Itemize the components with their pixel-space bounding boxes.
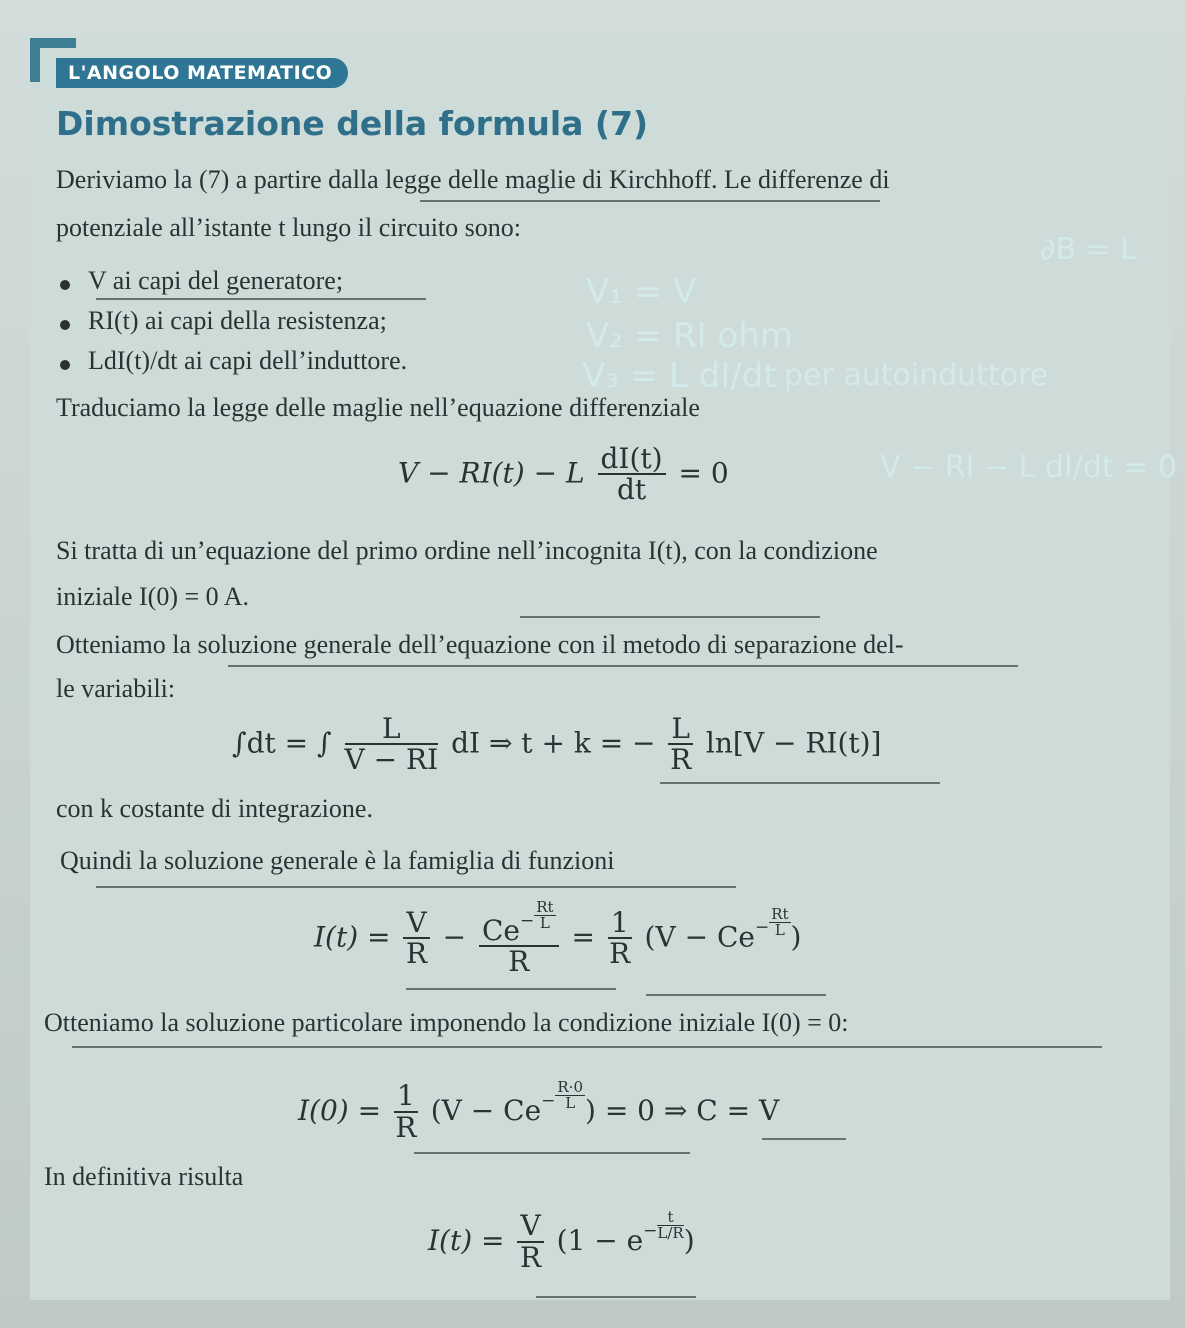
- bullet-resistance: RI(t) ai capi della resistenza;: [88, 306, 387, 335]
- paragraph-order-line-2: iniziale I(0) = 0 A.: [56, 582, 249, 611]
- pencil-underline: [414, 1152, 690, 1154]
- handwritten-note-1: ∂B = L: [1040, 232, 1138, 267]
- paragraph-general-line-2: le variabili:: [56, 674, 176, 703]
- pencil-underline: [420, 200, 880, 202]
- equation-final: I(t) = $\frac{V}{R}$ (1 − e− $\frac{t}{L/R}$ ): [428, 1208, 695, 1274]
- pencil-underline: [96, 886, 736, 888]
- pencil-underline: [536, 1296, 696, 1298]
- bullet-dot: [60, 360, 70, 370]
- paragraph-translate: Traduciamo la legge delle maglie nell’equazione differenziale: [56, 393, 700, 422]
- handwritten-note-4: V₃ = L dI/dt: [582, 356, 777, 396]
- bullet-generator: V ai capi del generatore;: [88, 266, 344, 295]
- pencil-underline: [228, 665, 1018, 667]
- paragraph-general-line-1: Otteniamo la soluzione generale dell’equazione con il metodo di separazione del-: [56, 630, 904, 659]
- handwritten-note-5: per autoinduttore: [784, 358, 1049, 393]
- pencil-underline: [520, 616, 820, 618]
- bullet-inductor: LdI(t)/dt ai capi dell’induttore.: [88, 346, 408, 375]
- pencil-underline: [646, 994, 826, 996]
- handwritten-note-3: V₂ = RI ohm: [586, 316, 793, 356]
- paragraph-particular: Otteniamo la soluzione particolare imponendo la condizione iniziale I(0) = 0:: [44, 1008, 849, 1037]
- paragraph-order-line-1: Si tratta di un’equazione del primo ordine nell’incognita I(t), con la condizione: [56, 536, 878, 565]
- equation-separation: ∫dt = ∫ $\frac{L}{V - RI}$ dI ⇒ t + k = − $\frac{L}{R}$ ln[V − RI(t)]: [232, 712, 882, 777]
- pencil-underline: [72, 1046, 1102, 1048]
- corner-accent-vertical: [30, 38, 40, 82]
- intro-line-1: Deriviamo la (7) a partire dalla legge delle maglie di Kirchhoff. Le differenze di: [56, 165, 890, 194]
- equation-differential: V − RI(t) − L $\frac{dI(t)}{dt}$ = 0: [398, 442, 729, 507]
- paragraph-family: Quindi la soluzione generale è la famiglia di funzioni: [60, 846, 615, 875]
- bullet-dot: [60, 280, 70, 290]
- handwritten-note-6: V − RI − L dI/dt = 0: [880, 450, 1177, 485]
- pencil-underline: [406, 988, 616, 990]
- equation-initial-condition: I(0) = $\frac{1}{R}$ (V − Ce− $\frac{R\cdot 0}{L}$ ) = 0 ⇒ C = V: [298, 1078, 780, 1144]
- intro-line-2: potenziale all’istante t lungo il circuito sono:: [56, 213, 521, 242]
- section-badge: L'ANGOLO MATEMATICO: [56, 58, 348, 88]
- pencil-underline: [660, 782, 940, 784]
- page-title: Dimostrazione della formula (7): [56, 104, 649, 143]
- paragraph-final: In definitiva risulta: [44, 1162, 244, 1191]
- equation-general-solution: I(t) = $\frac{V}{R}$ − Ce− $\frac{Rt}{L}$ R = $\frac{1}{R}$ (V − Ce− $\frac{Rt}{L}$ ): [314, 898, 802, 979]
- handwritten-note-2: V₁ = V: [586, 272, 697, 312]
- pencil-underline: [96, 298, 426, 300]
- bullet-dot: [60, 320, 70, 330]
- paragraph-constant: con k costante di integrazione.: [56, 794, 373, 823]
- pencil-underline: [762, 1138, 846, 1140]
